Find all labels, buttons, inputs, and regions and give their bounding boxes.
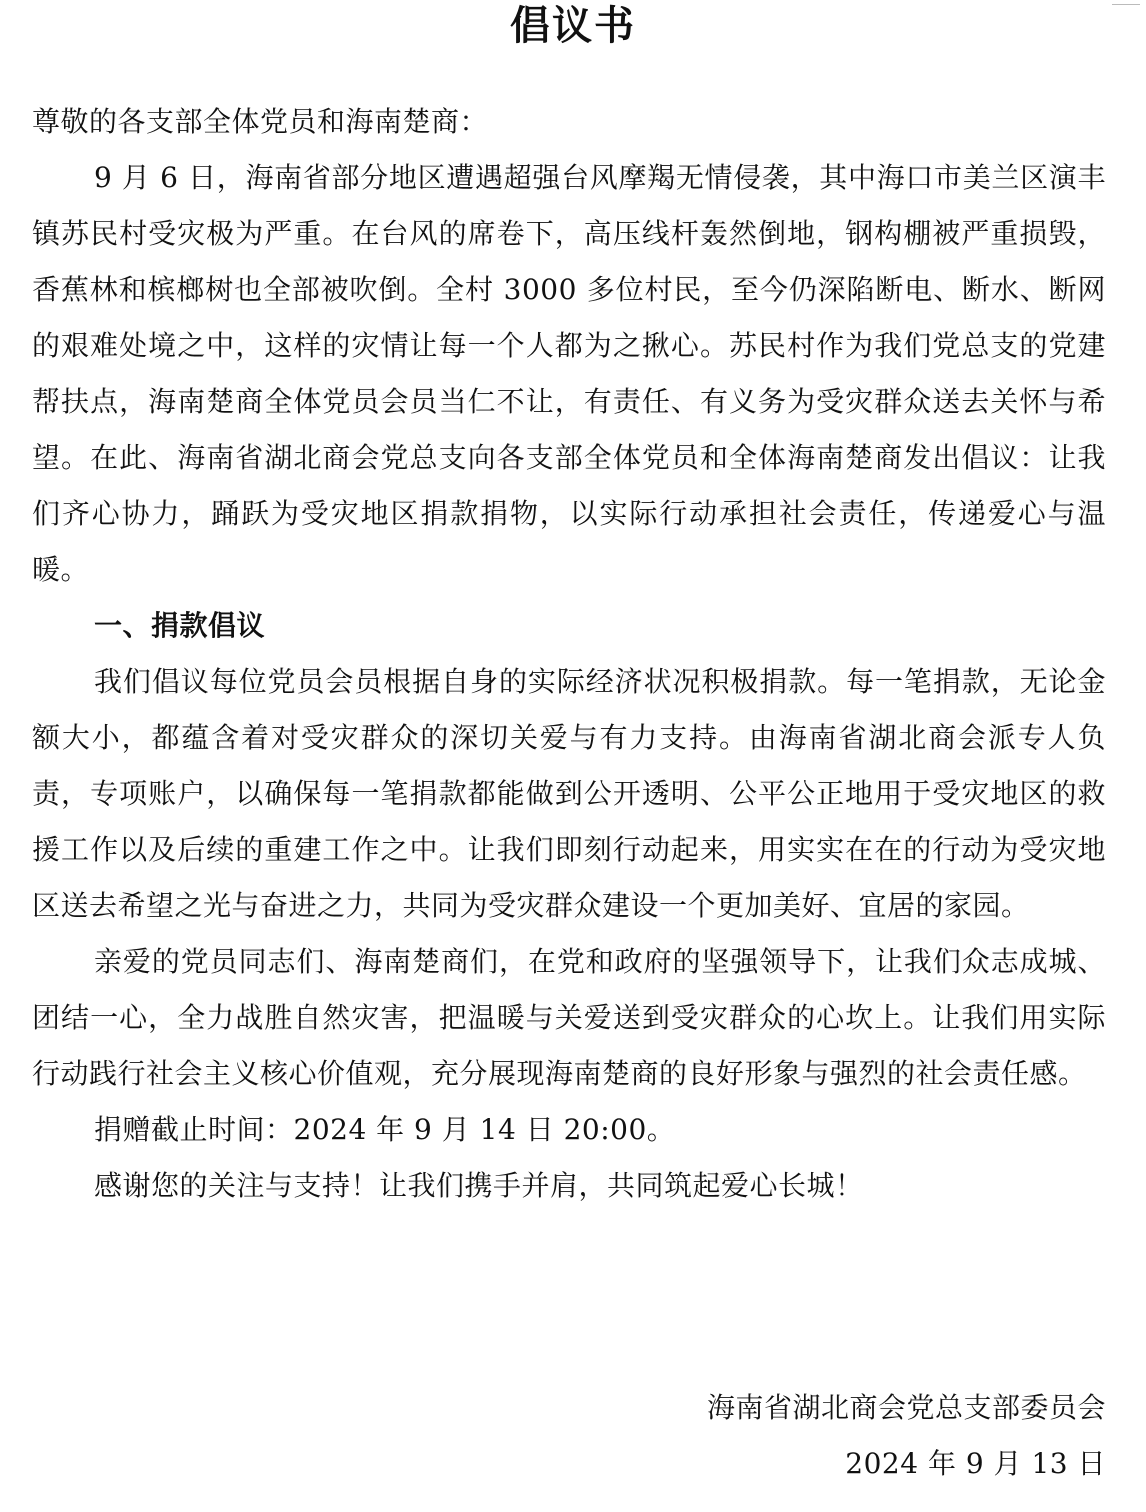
paragraph-appeal: 亲爱的党员同志们、海南楚商们，在党和政府的坚强领导下，让我们众志成城、团结一心，全力战胜自然灾害，把温暖与关爱送到受灾群众的心坎上。让我们用实际行动践行社会主义核心价值观，充分展现海南楚商的良好形象与强烈的社会责任感。: [32, 945, 1106, 1090]
signature-organization: 海南省湖北商会党总支部委员会: [706, 1391, 1106, 1424]
paragraph-deadline: 捐赠截止时间：2024 年 9 月 14 日 20:00。: [94, 1113, 676, 1146]
document-body: [32, 94, 1106, 1214]
section-heading-donation: 一、捐款倡议: [94, 609, 266, 642]
paragraph-intro: 9 月 6 日，海南省部分地区遭遇超强台风摩羯无情侵袭，其中海口市美兰区演丰镇苏民村受灾极为严重。在台风的席卷下，高压线杆轰然倒地，钢构棚被严重损毁，香蕉林和槟榔树也全部被吹倒。全村 3000 多位村民，至今仍深陷断电、断水、断网的艰难处境之中，这样的灾情让每一个人都为之揪心。苏民村作为我们党总支的党建帮扶点，海南楚商全体党员会员当仁不让，有责任、有义务为受灾群众送去关怀与希望。在此、海南省湖北商会党总支向各支部全体党员和全体海南楚商发出倡议：让我们齐心协力，踊跃为受灾地区捐款捐物，以实际行动承担社会责任，传递爱心与温暖。: [32, 161, 1106, 586]
paragraph-thanks: 感谢您的关注与支持！让我们携手并肩，共同筑起爱心长城！: [94, 1169, 864, 1202]
document-title: 倡议书: [510, 3, 636, 49]
paragraph-donation: 我们倡议每位党员会员根据自身的实际经济状况积极捐款。每一笔捐款，无论金额大小，都蕴含着对受灾群众的深切关爱与有力支持。由海南省湖北商会派专人负责，专项账户，以确保每一笔捐款都能做到公开透明、公平公正地用于受灾地区的救援工作以及后续的重建工作之中。让我们即刻行动起来，用实实在在的行动为受灾地区送去希望之光与奋进之力，共同为受灾群众建设一个更加美好、宜居的家园。: [32, 665, 1106, 922]
salutation: 尊敬的各支部全体党员和海南楚商：: [32, 105, 489, 138]
signature-block: [586, 1380, 1106, 1492]
signature-date: 2024 年 9 月 13 日: [845, 1447, 1106, 1480]
